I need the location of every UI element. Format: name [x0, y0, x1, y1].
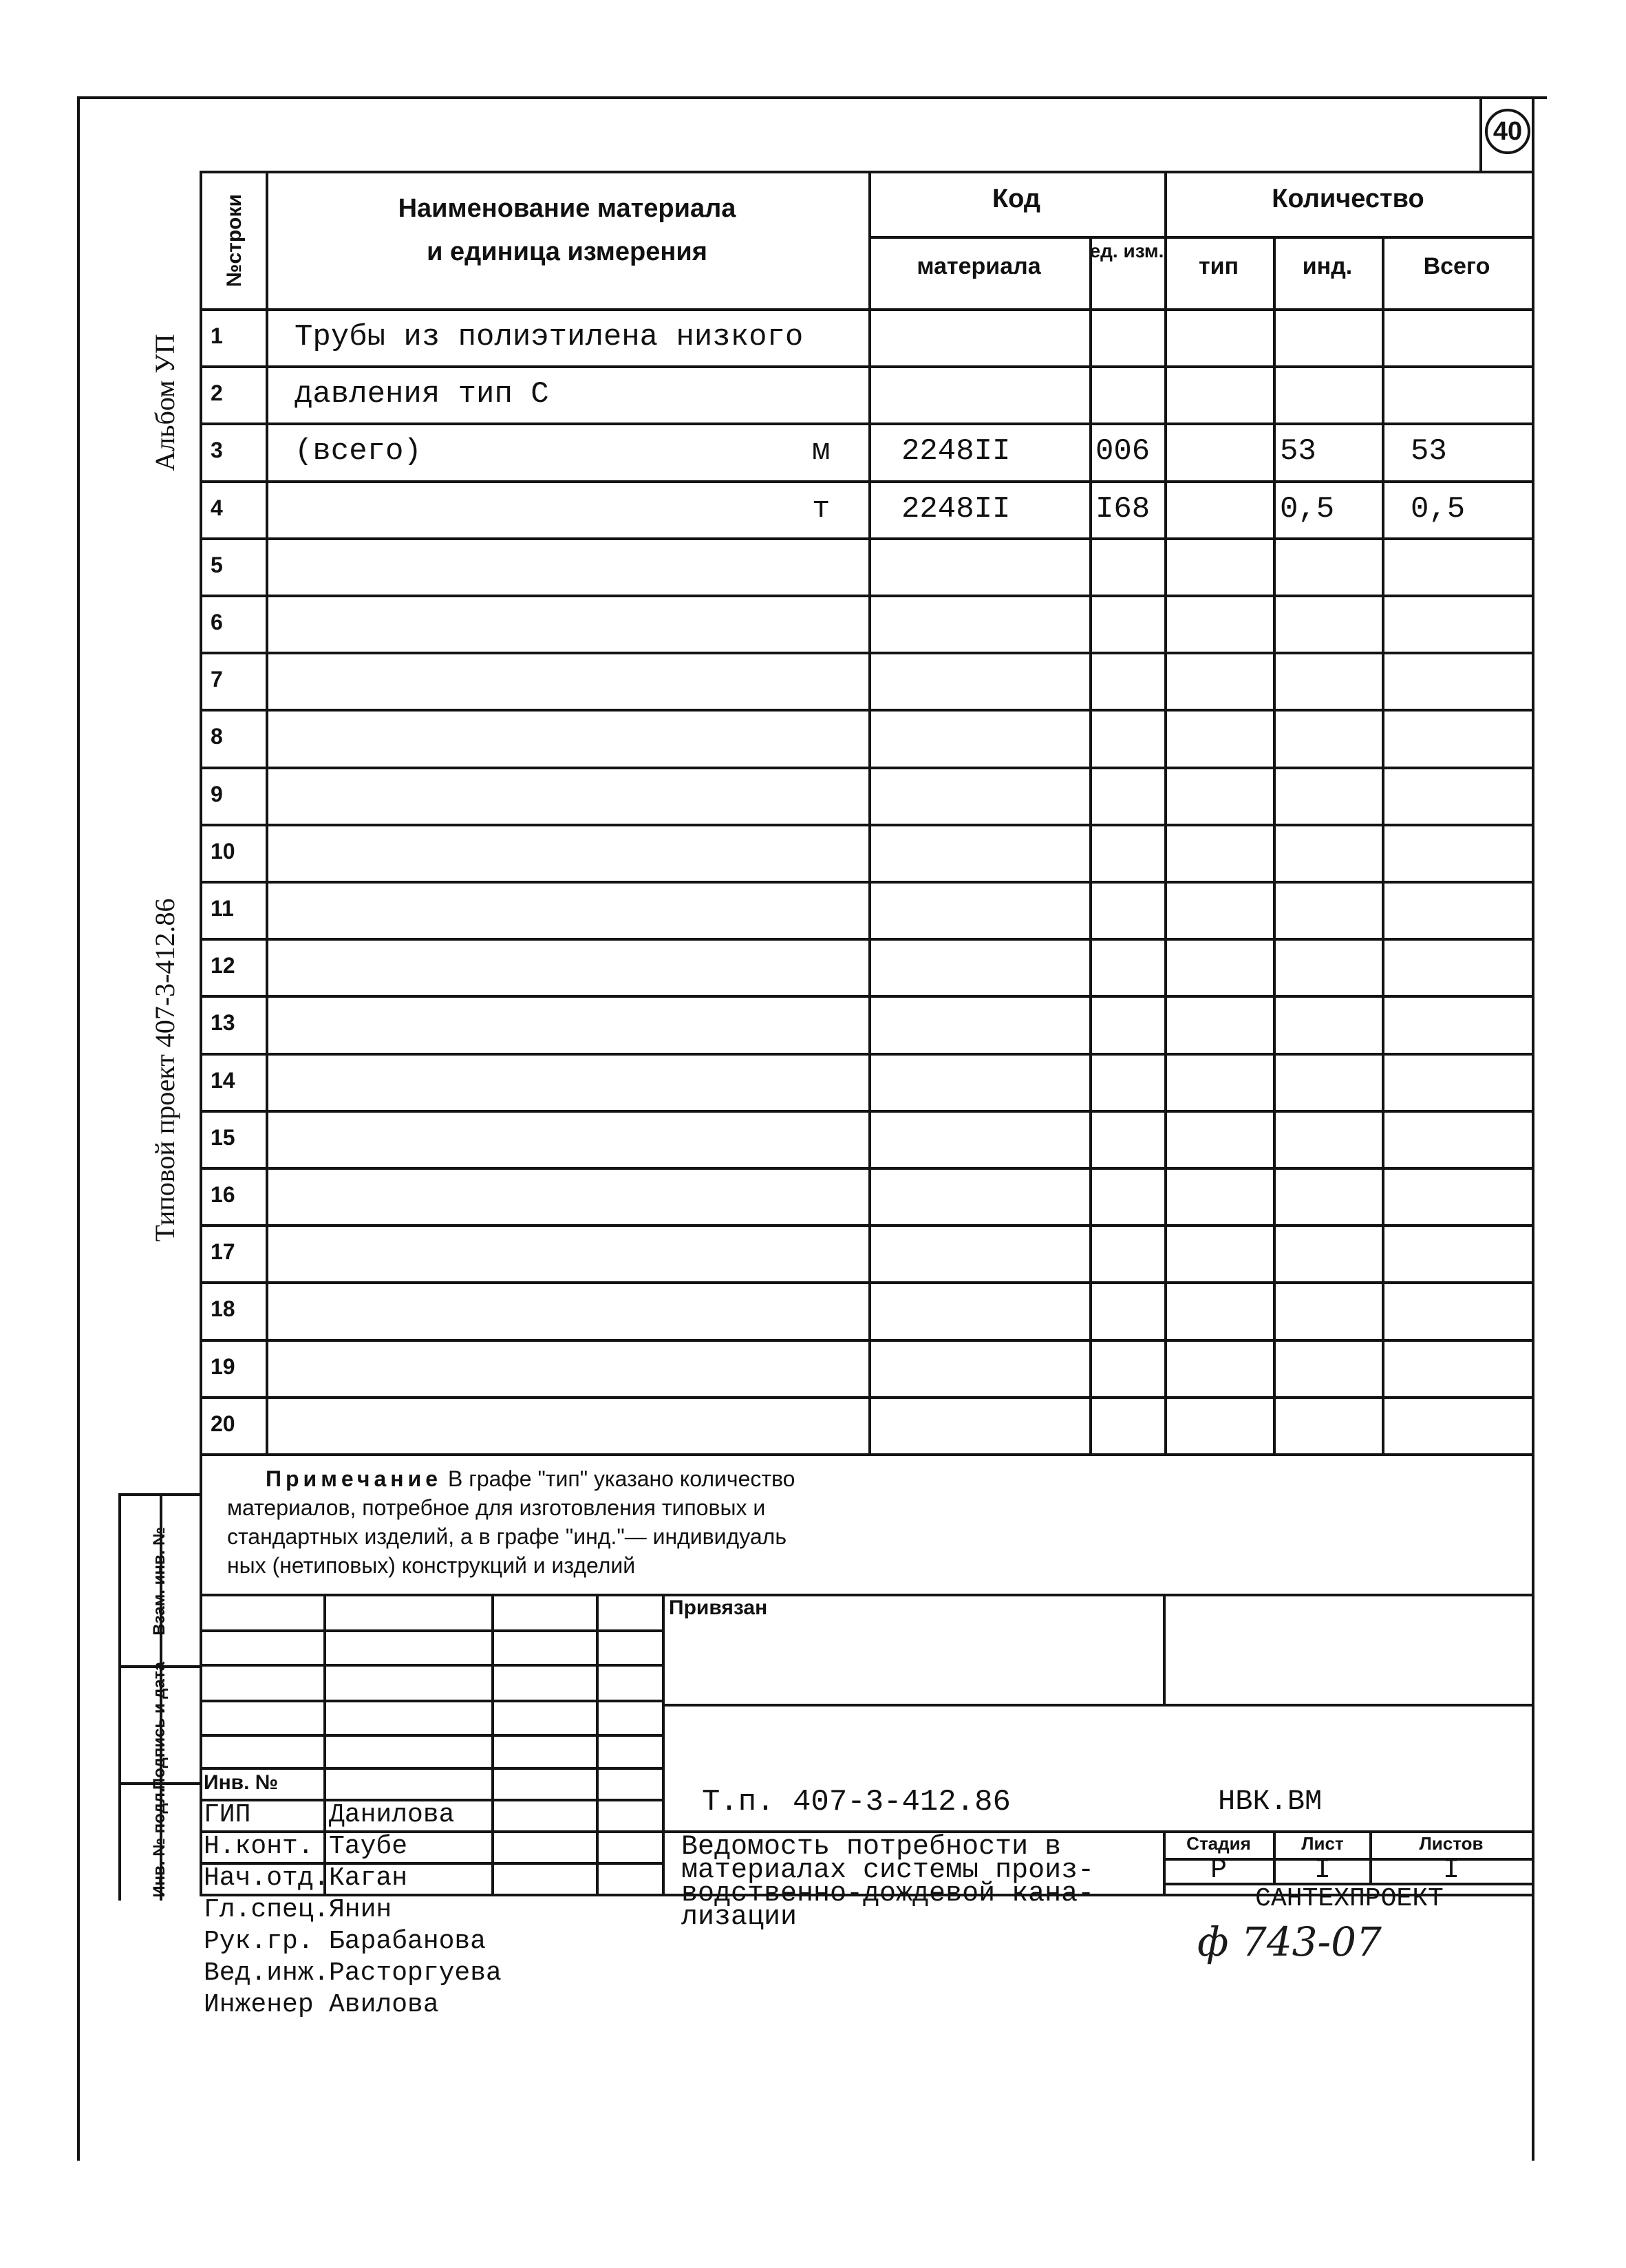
- row-number: 1: [211, 323, 223, 348]
- signature-name: Данилова: [329, 1800, 455, 1830]
- inv-label: Инв. №: [204, 1771, 279, 1794]
- row-line: [200, 1167, 1532, 1170]
- signature-role: Рук.гр.: [204, 1927, 314, 1956]
- row-line: [200, 1053, 1532, 1056]
- sheets-value: I: [1442, 1855, 1459, 1886]
- side-label-signature: Подпись и дата: [150, 1662, 169, 1790]
- content-left-border: [200, 171, 202, 1896]
- col-line-code-left: [868, 171, 871, 1453]
- note-line2: материалов, потребное для изготовления типовых и: [227, 1495, 766, 1520]
- note-line4: ных (нетиповых) конструкций и изделий: [227, 1553, 636, 1578]
- row-line: [200, 1339, 1532, 1342]
- row-line: [200, 1281, 1532, 1284]
- signature-role: Нач.отд.: [204, 1863, 330, 1893]
- row-number: 7: [211, 667, 223, 692]
- material-code: 2248II: [901, 434, 1011, 469]
- col-line-unit-left: [1089, 237, 1092, 1453]
- material-code: 2248II: [901, 492, 1011, 526]
- tb-col3: [596, 1594, 599, 1896]
- sheet-number-box-left: [1479, 96, 1482, 172]
- row-number: 4: [211, 495, 223, 520]
- frame-left-edge: [77, 96, 80, 2161]
- tb-col4: [662, 1594, 665, 1896]
- qty-ind: 0,5: [1280, 492, 1335, 526]
- col-line-qty-left: [1164, 171, 1167, 1453]
- note-text: [227, 1464, 795, 1580]
- row-line: [200, 1224, 1532, 1227]
- signature-name: Расторгуева: [329, 1958, 502, 1988]
- qty-total: 53: [1411, 434, 1447, 469]
- frame-top-edge: [77, 96, 1547, 99]
- project-label: Типовой проект 407-3-412.86: [149, 898, 180, 1242]
- note-line1: В графе "тип" указано количество: [447, 1466, 795, 1491]
- tb-stage-block-left: [1163, 1830, 1166, 1896]
- album-label: Альбом УП: [149, 334, 180, 471]
- tb-attached-bottom: [662, 1704, 1532, 1707]
- col-line-total-left: [1382, 237, 1384, 1453]
- header-quantity: Количество: [1272, 184, 1424, 213]
- doc-title-line3: водственно-дождевой кана-: [681, 1879, 1095, 1909]
- signature-name: Барабанова: [329, 1927, 486, 1956]
- row-number: 19: [211, 1354, 235, 1379]
- row-line: [200, 938, 1532, 941]
- signature-role: Инженер: [204, 1990, 314, 2020]
- stage-label: Стадия: [1186, 1833, 1251, 1854]
- doc-title-line1: Ведомость потребности в: [681, 1832, 1062, 1863]
- frame-right-edge: [1532, 96, 1534, 2161]
- row-line: [200, 709, 1532, 712]
- header-code-unit: ед. изм.: [1089, 240, 1164, 261]
- row-line: [200, 652, 1532, 654]
- material-unit: м: [812, 434, 831, 469]
- signature-name: Янин: [329, 1895, 392, 1925]
- row-line: [200, 595, 1532, 597]
- row-number: 14: [211, 1068, 235, 1093]
- row-number: 9: [211, 782, 223, 806]
- sheet-value: I: [1314, 1855, 1331, 1886]
- row-line: [200, 767, 1532, 769]
- signature-name: Авилова: [329, 1990, 439, 2020]
- header-bottom-line: [200, 308, 1532, 311]
- row-number: 8: [211, 724, 223, 749]
- organization: САНТЕХПРОЕКТ: [1255, 1884, 1444, 1914]
- header-qty-type: тип: [1198, 253, 1239, 279]
- unit-code: I68: [1095, 492, 1151, 526]
- row-number: 13: [211, 1010, 235, 1035]
- note-title: Примечание: [266, 1466, 442, 1491]
- row-line: [200, 881, 1532, 884]
- row-number: 3: [211, 438, 223, 462]
- material-name: давления тип С: [295, 377, 549, 411]
- doc-title-line4: лизации: [681, 1902, 798, 1933]
- note-bottom-line: [200, 1594, 1532, 1596]
- sheets-label: Листов: [1419, 1833, 1484, 1854]
- row-number: 20: [211, 1411, 235, 1436]
- header-sub-divider: [868, 236, 1532, 239]
- row-line: [200, 824, 1532, 826]
- qty-total: 0,5: [1411, 492, 1466, 526]
- material-unit: т: [812, 492, 831, 526]
- row-number: 18: [211, 1296, 235, 1321]
- tb-row-line-5: [200, 1767, 662, 1770]
- row-number: 5: [211, 553, 223, 577]
- row-line: [200, 1110, 1532, 1113]
- col-line-name-left: [266, 171, 268, 1453]
- row-line: [200, 1396, 1532, 1399]
- signature-role: ГИП: [204, 1800, 251, 1830]
- row-line: [200, 537, 1532, 540]
- material-name: (всего): [295, 434, 422, 469]
- qty-ind: 53: [1280, 434, 1316, 469]
- row-number: 17: [211, 1239, 235, 1264]
- handwritten-stamp: ф 743-07: [1197, 1918, 1382, 1965]
- header-name-line2: и единица измерения: [427, 237, 707, 266]
- table-top-border: [200, 171, 1532, 173]
- signature-role: Н.конт.: [204, 1832, 314, 1861]
- sheet-number: 40: [1485, 109, 1530, 154]
- doc-mark: НВК.ВМ: [1218, 1785, 1323, 1818]
- row-number: 10: [211, 839, 235, 864]
- header-code-material: материала: [917, 253, 1041, 279]
- note-line3: стандартных изделий, а в графе "инд."— индивидуаль: [227, 1524, 787, 1549]
- col-line-ind-left: [1273, 237, 1276, 1453]
- row-line: [200, 995, 1532, 998]
- header-code: Код: [992, 184, 1041, 213]
- row-line: [200, 365, 1532, 368]
- doc-code: Т.п. 407-3-412.86: [702, 1785, 1011, 1819]
- tb-row-line-2: [200, 1664, 662, 1667]
- material-name: Трубы из полиэтилена низкого: [295, 320, 804, 354]
- row-line: [200, 1453, 1532, 1456]
- row-number: 16: [211, 1182, 235, 1207]
- header-row-number: №строки: [223, 194, 246, 287]
- row-number: 2: [211, 381, 223, 405]
- side-stamp-top: [118, 1493, 201, 1496]
- tb-col1: [323, 1594, 326, 1896]
- row-number: 11: [211, 896, 234, 921]
- side-label-replacement: Взам. инв. №: [150, 1527, 169, 1636]
- header-qty-total: Всего: [1423, 253, 1490, 279]
- stage-value: Р: [1210, 1855, 1227, 1886]
- attached-label: Привязан: [669, 1596, 768, 1619]
- header-qty-ind: инд.: [1302, 253, 1353, 279]
- tb-row-line-1: [200, 1629, 662, 1632]
- signature-role: Вед.инж.: [204, 1958, 330, 1988]
- header-name-line1: Наименование материала: [398, 194, 736, 223]
- doc-title-line2: материалах системы произ-: [681, 1855, 1095, 1886]
- row-line: [200, 422, 1532, 425]
- unit-code: 006: [1095, 434, 1151, 469]
- side-stamp-left: [118, 1493, 121, 1901]
- side-label-inventory: Инв. № подл.: [150, 1788, 169, 1898]
- sheet-label: Лист: [1301, 1833, 1344, 1854]
- tb-col2: [491, 1594, 494, 1896]
- row-number: 12: [211, 953, 235, 978]
- tb-row-line-4: [200, 1734, 662, 1737]
- signature-name: Таубе: [329, 1832, 408, 1861]
- tb-row-line-3: [200, 1700, 662, 1702]
- row-number: 15: [211, 1125, 235, 1150]
- row-number: 6: [211, 610, 223, 634]
- tb-col5: [1163, 1594, 1166, 1704]
- row-line: [200, 480, 1532, 483]
- signature-name: Каган: [329, 1863, 408, 1893]
- signature-role: Гл.спец.: [204, 1895, 330, 1925]
